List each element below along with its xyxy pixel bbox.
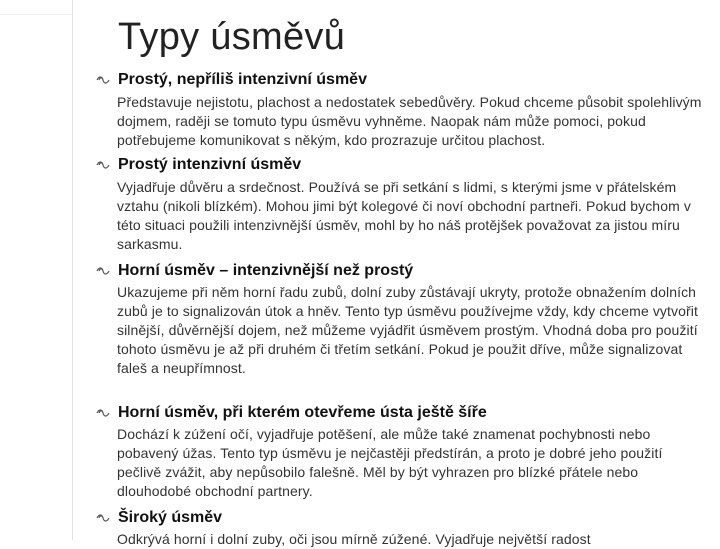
item-text: Odkrývá horní i dolní zuby, oči jsou mírně zúžené. Vyjadřuje největší radost xyxy=(117,531,591,547)
fleuron-bullet-icon xyxy=(96,75,110,85)
item-heading: Horní úsměv – intenzivnější než prostý xyxy=(118,262,414,279)
fleuron-bullet-icon xyxy=(96,408,110,418)
item-text: Vyjadřuje důvěru a srdečnost. Používá se při setkání s lidmi, s kterými jsme v přátelském vztahu (nikoli blízkém). Mohou jimi být kolegové či noví obchodní partneři. Pokud bychom v této situaci použili intenzivnější úsměv, mohl by ho náš protějšek považovat za jistou míru sarkasmu. xyxy=(117,179,691,252)
fleuron-bullet-icon xyxy=(96,266,110,276)
item-text: Ukazujeme při něm horní řadu zubů, dolní zuby zůstávají ukryty, protože obnažením dolních zubů je to signalizován útok a hněv. Tento typ úsměvu používejme vždy, kdy chceme vytvořit silnější, důvěrnější dojem, než můžeme vyjádřit úsměvem prostým. Vhodná doba pro použití tohoto úsměvu je až při druhém či třetím setkání. Pokud je použit dříve, může signalizovat faleš a neupřímnost. xyxy=(117,284,698,376)
fleuron-bullet-icon xyxy=(96,513,110,523)
slide-frame-line-top xyxy=(0,14,72,15)
item-text: Představuje nejistotu, plachost a nedostatek sebedůvěry. Pokud chceme působit spolehlivým dojmem, raději se tomuto typu úsměvu vyhněme. Naopak nám může pomoci, pokud potřebujeme komunikovat s někým, kdo prozrazuje určitou plachost. xyxy=(117,94,702,148)
item-heading: Prostý intenzivní úsměv xyxy=(118,156,302,173)
item-text: Dochází k zúžení očí, vyjadřuje potěšení, ale může také znamenat pochybnosti nebo pobavený úžas. Tento typ úsměvu je nejčastěji předstírán, a proto je dobré jeho použití pečlivě zvážit, aby nepůsobilo falešně. Měl by být vyhrazen pro blízké přátele nebo dlouhodobé obchodní partnery. xyxy=(117,426,663,499)
slide-frame-line xyxy=(72,0,73,540)
fleuron-bullet-icon xyxy=(96,160,110,170)
item-heading: Prostý, nepříliš intenzivní úsměv xyxy=(118,71,367,88)
item-heading: Horní úsměv, při kterém otevřeme ústa ještě šíře xyxy=(118,404,487,421)
item-heading: Široký úsměv xyxy=(118,509,223,526)
slide-title: Typy úsměvů xyxy=(118,16,346,58)
